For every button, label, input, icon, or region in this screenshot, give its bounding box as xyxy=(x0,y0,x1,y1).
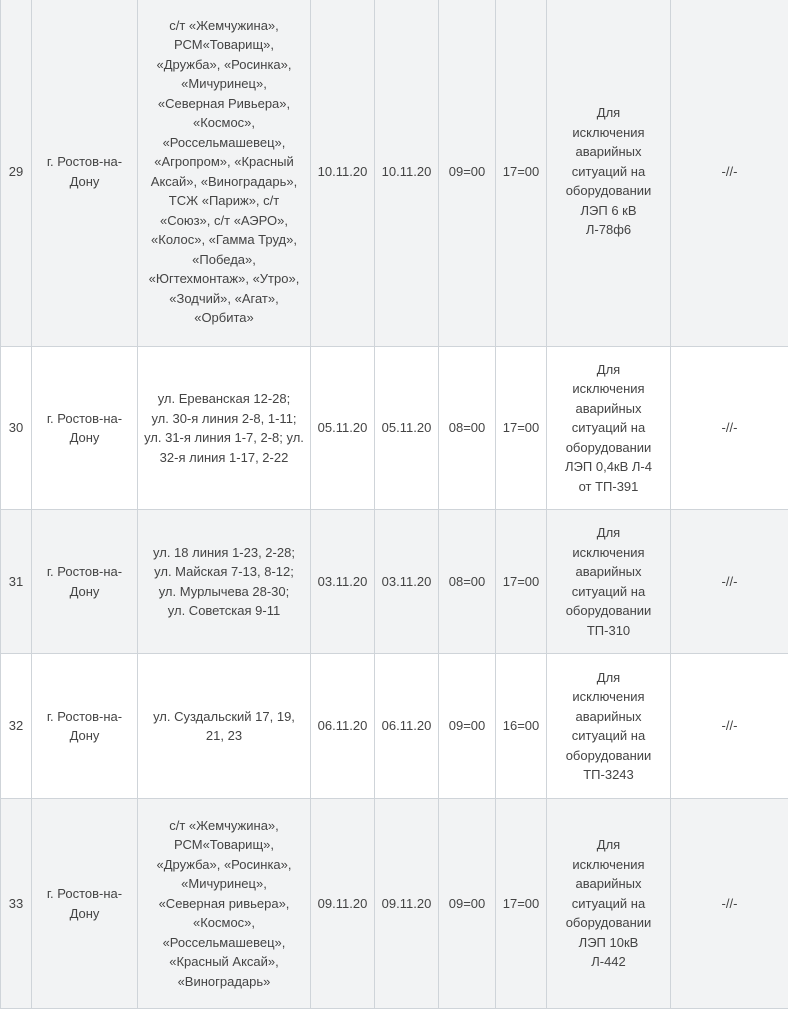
table-body xyxy=(1,0,788,1009)
end-date-cell: 09.11.20 xyxy=(375,799,439,1009)
address-line: ул. 18 линия 1-23, 2-28; xyxy=(142,543,306,563)
address-cell xyxy=(138,347,311,510)
reason-line: ТП-310 xyxy=(557,621,660,641)
address-line: «Россельмашевец», xyxy=(142,133,306,153)
address-cell xyxy=(138,0,311,347)
address-line: «Агропром», «Красный xyxy=(142,152,306,172)
address-line: ул. Майская 7-13, 8-12; xyxy=(142,562,306,582)
start-time-cell: 08=00 xyxy=(439,510,496,654)
end-time-cell: 17=00 xyxy=(496,799,547,1009)
reason-line: оборудовании xyxy=(557,438,660,458)
city-line: г. Ростов-на- xyxy=(36,562,133,582)
reason-line: исключения xyxy=(557,543,660,563)
start-time-cell: 09=00 xyxy=(439,0,496,347)
end-date-cell: 05.11.20 xyxy=(375,347,439,510)
reason-line: аварийных xyxy=(557,142,660,162)
reason-line: Для xyxy=(557,360,660,380)
address-line: «Северная ривьера», xyxy=(142,894,306,914)
address-line: ул. Ереванская 12-28; xyxy=(142,389,306,409)
reason-cell xyxy=(547,347,671,510)
address-line: «Мичуринец», xyxy=(142,874,306,894)
reason-line: Л-78ф6 xyxy=(557,220,660,240)
reason-line: ситуаций на xyxy=(557,162,660,182)
address-line: «Мичуринец», xyxy=(142,74,306,94)
table-row xyxy=(1,347,788,510)
city-line: Дону xyxy=(36,726,133,746)
reason-line: Для xyxy=(557,103,660,123)
address-line: «Орбита» xyxy=(142,308,306,328)
note-cell: -//- xyxy=(671,510,788,654)
end-time-cell: 17=00 xyxy=(496,347,547,510)
reason-cell xyxy=(547,654,671,799)
reason-line: аварийных xyxy=(557,562,660,582)
table-row xyxy=(1,510,788,654)
city-cell xyxy=(32,510,138,654)
reason-line: от ТП-391 xyxy=(557,477,660,497)
reason-line: оборудовании xyxy=(557,913,660,933)
start-time-cell: 09=00 xyxy=(439,799,496,1009)
address-line: РСМ«Товарищ», xyxy=(142,835,306,855)
city-line: Дону xyxy=(36,582,133,602)
table-row xyxy=(1,799,788,1009)
address-line: «Югтехмонтаж», «Утро», xyxy=(142,269,306,289)
start-time-cell: 08=00 xyxy=(439,347,496,510)
reason-line: ТП-3243 xyxy=(557,765,660,785)
address-line: ул. Мурлычева 28-30; xyxy=(142,582,306,602)
reason-line: исключения xyxy=(557,687,660,707)
address-line: ул. Суздальский 17, 19, xyxy=(142,707,306,727)
address-cell xyxy=(138,799,311,1009)
reason-line: оборудовании xyxy=(557,181,660,201)
address-line: «Союз», с/т «АЭРО», xyxy=(142,211,306,231)
city-line: Дону xyxy=(36,428,133,448)
reason-line: аварийных xyxy=(557,707,660,727)
end-time-cell: 17=00 xyxy=(496,0,547,347)
reason-line: аварийных xyxy=(557,399,660,419)
reason-line: ситуаций на xyxy=(557,582,660,602)
reason-cell xyxy=(547,510,671,654)
address-line: «Красный Аксай», xyxy=(142,952,306,972)
address-line: с/т «Жемчужина», xyxy=(142,816,306,836)
reason-line: Для xyxy=(557,523,660,543)
reason-line: исключения xyxy=(557,123,660,143)
end-date-cell: 06.11.20 xyxy=(375,654,439,799)
address-line: с/т «Жемчужина», xyxy=(142,16,306,36)
address-line: «Колос», «Гамма Труд», xyxy=(142,230,306,250)
reason-line: оборудовании xyxy=(557,746,660,766)
note-cell: -//- xyxy=(671,654,788,799)
row-number-cell: 29 xyxy=(1,0,32,347)
note-cell: -//- xyxy=(671,0,788,347)
city-line: г. Ростов-на- xyxy=(36,707,133,727)
address-line: РСМ«Товарищ», xyxy=(142,35,306,55)
reason-line: ситуаций на xyxy=(557,726,660,746)
city-cell xyxy=(32,799,138,1009)
address-cell xyxy=(138,510,311,654)
start-date-cell: 10.11.20 xyxy=(311,0,375,347)
reason-line: ситуаций на xyxy=(557,894,660,914)
reason-line: ЛЭП 6 кВ xyxy=(557,201,660,221)
reason-line: ситуаций на xyxy=(557,418,660,438)
start-date-cell: 05.11.20 xyxy=(311,347,375,510)
row-number-cell: 32 xyxy=(1,654,32,799)
city-line: г. Ростов-на- xyxy=(36,409,133,429)
city-cell xyxy=(32,654,138,799)
city-line: Дону xyxy=(36,904,133,924)
reason-cell xyxy=(547,799,671,1009)
row-number-cell: 30 xyxy=(1,347,32,510)
row-number-cell: 33 xyxy=(1,799,32,1009)
reason-line: исключения xyxy=(557,855,660,875)
end-time-cell: 16=00 xyxy=(496,654,547,799)
reason-line: Л-442 xyxy=(557,952,660,972)
table-row xyxy=(1,0,788,347)
address-line: «Зодчий», «Агат», xyxy=(142,289,306,309)
start-date-cell: 09.11.20 xyxy=(311,799,375,1009)
city-cell xyxy=(32,0,138,347)
address-line: «Виноградарь» xyxy=(142,972,306,992)
address-line: ул. Советская 9-11 xyxy=(142,601,306,621)
address-line: 32-я линия 1-17, 2-22 xyxy=(142,448,306,468)
address-line: Аксай», «Виноградарь», xyxy=(142,172,306,192)
address-line: «Северная Ривьера», xyxy=(142,94,306,114)
city-line: г. Ростов-на- xyxy=(36,884,133,904)
reason-cell xyxy=(547,0,671,347)
start-time-cell: 09=00 xyxy=(439,654,496,799)
end-date-cell: 10.11.20 xyxy=(375,0,439,347)
start-date-cell: 03.11.20 xyxy=(311,510,375,654)
address-line: «Космос», xyxy=(142,113,306,133)
city-line: Дону xyxy=(36,172,133,192)
address-line: «Дружба», «Росинка», xyxy=(142,855,306,875)
end-time-cell: 17=00 xyxy=(496,510,547,654)
address-line: «Дружба», «Росинка», xyxy=(142,55,306,75)
reason-line: оборудовании xyxy=(557,601,660,621)
city-cell xyxy=(32,347,138,510)
reason-line: ЛЭП 10кВ xyxy=(557,933,660,953)
address-line: ТСЖ «Париж», с/т xyxy=(142,191,306,211)
address-line: 21, 23 xyxy=(142,726,306,746)
address-cell xyxy=(138,654,311,799)
address-line: «Победа», xyxy=(142,250,306,270)
reason-line: Для xyxy=(557,835,660,855)
note-cell: -//- xyxy=(671,347,788,510)
start-date-cell: 06.11.20 xyxy=(311,654,375,799)
address-line: «Космос», xyxy=(142,913,306,933)
table-row xyxy=(1,654,788,799)
reason-line: исключения xyxy=(557,379,660,399)
end-date-cell: 03.11.20 xyxy=(375,510,439,654)
row-number-cell: 31 xyxy=(1,510,32,654)
reason-line: Для xyxy=(557,668,660,688)
reason-line: ЛЭП 0,4кВ Л-4 xyxy=(557,457,660,477)
city-line: г. Ростов-на- xyxy=(36,152,133,172)
address-line: ул. 31-я линия 1-7, 2-8; ул. xyxy=(142,428,306,448)
address-line: ул. 30-я линия 2-8, 1-11; xyxy=(142,409,306,429)
note-cell: -//- xyxy=(671,799,788,1009)
reason-line: аварийных xyxy=(557,874,660,894)
address-line: «Россельмашевец», xyxy=(142,933,306,953)
